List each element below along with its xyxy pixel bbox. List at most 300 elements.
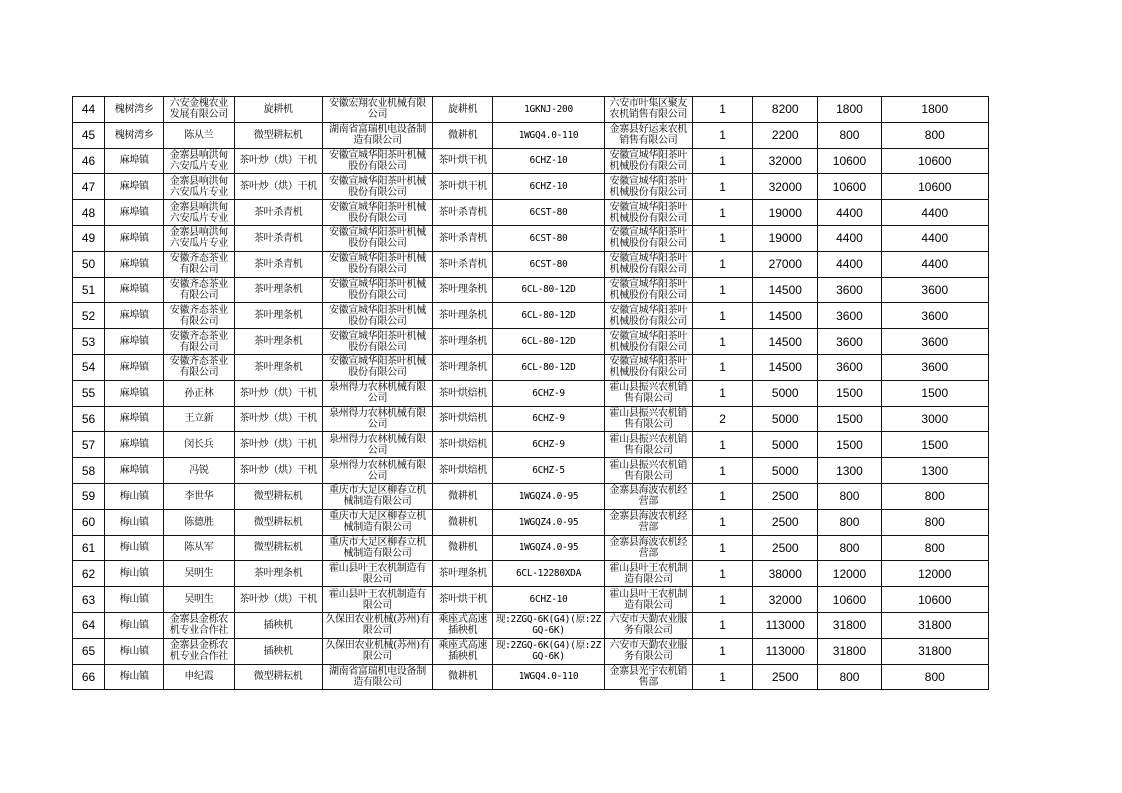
cell-qty: 1 (692, 200, 752, 226)
cell-product: 乘座式高速插秧机 (433, 612, 493, 638)
cell-buyer: 安徽齐态茶业有限公司 (164, 251, 234, 277)
cell-subsidy: 3600 (818, 277, 881, 303)
cell-total: 800 (881, 664, 988, 690)
cell-model: 1WGQZ4.0-95 (493, 509, 604, 535)
table-row (73, 535, 989, 561)
cell-item: 茶叶炒（烘）干机 (234, 432, 322, 458)
cell-dealer: 金寨县海波农机经营部 (604, 535, 692, 561)
cell-maker: 久保田农业机械(苏州)有限公司 (322, 638, 432, 664)
cell-price: 32000 (753, 587, 818, 613)
cell-total: 800 (881, 535, 988, 561)
cell-subsidy: 10600 (818, 174, 881, 200)
cell-no: 51 (73, 277, 105, 303)
cell-price: 113000 (753, 612, 818, 638)
cell-total: 10600 (881, 174, 988, 200)
cell-qty: 1 (692, 251, 752, 277)
cell-total: 10600 (881, 587, 988, 613)
cell-item: 茶叶炒（烘）干机 (234, 174, 322, 200)
cell-model: 6CHZ-10 (493, 587, 604, 613)
cell-qty: 1 (692, 483, 752, 509)
cell-dealer: 金寨县海波农机经营部 (604, 483, 692, 509)
cell-price: 32000 (753, 148, 818, 174)
cell-model: 6CL-80-12D (493, 277, 604, 303)
cell-model: 1WGQZ4.0-95 (493, 535, 604, 561)
cell-buyer: 安徽齐态茶业有限公司 (164, 329, 234, 355)
cell-item: 茶叶理条机 (234, 277, 322, 303)
cell-town: 麻埠镇 (105, 406, 164, 432)
cell-product: 微耕机 (433, 509, 493, 535)
cell-no: 55 (73, 380, 105, 406)
cell-model: 6CL-12280XDA (493, 561, 604, 587)
cell-town: 槐树湾乡 (105, 122, 164, 148)
cell-buyer: 孙正林 (164, 380, 234, 406)
cell-dealer: 安徽宣城华阳茶叶机械股份有限公司 (604, 200, 692, 226)
cell-subsidy: 800 (818, 509, 881, 535)
cell-dealer: 安徽宣城华阳茶叶机械股份有限公司 (604, 354, 692, 380)
cell-dealer: 六安市天勤农业服务有限公司 (604, 638, 692, 664)
cell-total: 800 (881, 122, 988, 148)
cell-model: 6CST-80 (493, 225, 604, 251)
cell-total: 31800 (881, 612, 988, 638)
cell-qty: 1 (692, 148, 752, 174)
cell-qty: 1 (692, 329, 752, 355)
cell-model: 1WGQZ4.0-95 (493, 483, 604, 509)
cell-item: 微型耕耘机 (234, 122, 322, 148)
table-row (73, 380, 989, 406)
cell-maker: 泉州得力农林机械有限公司 (322, 406, 432, 432)
cell-total: 1500 (881, 380, 988, 406)
cell-subsidy: 12000 (818, 561, 881, 587)
cell-subsidy: 800 (818, 535, 881, 561)
cell-total: 31800 (881, 638, 988, 664)
cell-buyer: 安徽齐态茶业有限公司 (164, 303, 234, 329)
cell-dealer: 金寨县光宇农机销售部 (604, 664, 692, 690)
cell-product: 茶叶杀青机 (433, 200, 493, 226)
cell-dealer: 六安市叶集区聚友农机销售有限公司 (604, 97, 692, 123)
cell-item: 茶叶理条机 (234, 561, 322, 587)
cell-item: 茶叶理条机 (234, 354, 322, 380)
cell-town: 麻埠镇 (105, 148, 164, 174)
cell-dealer: 霍山县振兴农机销售有限公司 (604, 406, 692, 432)
cell-maker: 安徽宣城华阳茶叶机械股份有限公司 (322, 148, 432, 174)
cell-buyer: 陈德胜 (164, 509, 234, 535)
cell-subsidy: 1500 (818, 380, 881, 406)
cell-subsidy: 31800 (818, 612, 881, 638)
table-row (73, 509, 989, 535)
table-row (73, 148, 989, 174)
cell-total: 1500 (881, 432, 988, 458)
table-row (73, 587, 989, 613)
cell-dealer: 安徽宣城华阳茶叶机械股份有限公司 (604, 174, 692, 200)
cell-town: 梅山镇 (105, 612, 164, 638)
cell-maker: 安徽宣城华阳茶叶机械股份有限公司 (322, 174, 432, 200)
cell-no: 66 (73, 664, 105, 690)
cell-subsidy: 1500 (818, 432, 881, 458)
cell-maker: 安徽宣城华阳茶叶机械股份有限公司 (322, 200, 432, 226)
cell-subsidy: 3600 (818, 354, 881, 380)
cell-dealer: 金寨县海波农机经营部 (604, 509, 692, 535)
cell-subsidy: 800 (818, 122, 881, 148)
cell-qty: 1 (692, 97, 752, 123)
cell-no: 54 (73, 354, 105, 380)
cell-item: 茶叶理条机 (234, 329, 322, 355)
cell-dealer: 安徽宣城华阳茶叶机械股份有限公司 (604, 251, 692, 277)
cell-model: 6CHZ-10 (493, 148, 604, 174)
cell-product: 茶叶烘干机 (433, 174, 493, 200)
cell-total: 3000 (881, 406, 988, 432)
cell-qty: 1 (692, 354, 752, 380)
table-row (73, 251, 989, 277)
cell-product: 茶叶烘焙机 (433, 380, 493, 406)
cell-town: 梅山镇 (105, 509, 164, 535)
cell-no: 58 (73, 458, 105, 484)
table-row (73, 483, 989, 509)
table-row (73, 458, 989, 484)
cell-buyer: 吴明生 (164, 561, 234, 587)
cell-qty: 1 (692, 432, 752, 458)
table-row (73, 97, 989, 123)
cell-maker: 安徽宣城华阳茶叶机械股份有限公司 (322, 251, 432, 277)
cell-dealer: 霍山县叶王农机制造有限公司 (604, 587, 692, 613)
cell-subsidy: 4400 (818, 200, 881, 226)
cell-price: 2200 (753, 122, 818, 148)
cell-product: 旋耕机 (433, 97, 493, 123)
table-row (73, 432, 989, 458)
cell-no: 63 (73, 587, 105, 613)
cell-dealer: 六安市天勤农业服务有限公司 (604, 612, 692, 638)
cell-item: 茶叶炒（烘）干机 (234, 458, 322, 484)
cell-price: 38000 (753, 561, 818, 587)
cell-dealer: 安徽宣城华阳茶叶机械股份有限公司 (604, 329, 692, 355)
cell-maker: 重庆市大足区柳春立机械制造有限公司 (322, 509, 432, 535)
cell-product: 微耕机 (433, 483, 493, 509)
cell-qty: 1 (692, 174, 752, 200)
cell-town: 梅山镇 (105, 535, 164, 561)
cell-price: 14500 (753, 303, 818, 329)
table-row (73, 406, 989, 432)
cell-maker: 霍山县叶王农机制造有限公司 (322, 561, 432, 587)
cell-model: 6CHZ-9 (493, 406, 604, 432)
cell-qty: 1 (692, 509, 752, 535)
cell-town: 麻埠镇 (105, 329, 164, 355)
table-row (73, 561, 989, 587)
cell-total: 1300 (881, 458, 988, 484)
cell-model: 6CL-80-12D (493, 329, 604, 355)
cell-total: 4400 (881, 200, 988, 226)
cell-no: 62 (73, 561, 105, 587)
cell-item: 微型耕耘机 (234, 483, 322, 509)
cell-product: 茶叶杀青机 (433, 225, 493, 251)
cell-maker: 湖南省富瑞机电设备制造有限公司 (322, 664, 432, 690)
cell-dealer: 安徽宣城华阳茶叶机械股份有限公司 (604, 225, 692, 251)
cell-qty: 1 (692, 612, 752, 638)
cell-buyer: 安徽齐态茶业有限公司 (164, 277, 234, 303)
cell-buyer: 陈从军 (164, 535, 234, 561)
cell-no: 53 (73, 329, 105, 355)
cell-qty: 1 (692, 561, 752, 587)
table-row (73, 200, 989, 226)
cell-model: 6CHZ-9 (493, 380, 604, 406)
cell-subsidy: 10600 (818, 587, 881, 613)
cell-subsidy: 10600 (818, 148, 881, 174)
cell-total: 3600 (881, 354, 988, 380)
cell-maker: 重庆市大足区柳春立机械制造有限公司 (322, 483, 432, 509)
table-row (73, 664, 989, 690)
table-body (73, 97, 989, 690)
cell-item: 微型耕耘机 (234, 535, 322, 561)
cell-price: 14500 (753, 277, 818, 303)
cell-maker: 霍山县叶王农机制造有限公司 (322, 587, 432, 613)
cell-no: 49 (73, 225, 105, 251)
cell-price: 8200 (753, 97, 818, 123)
cell-price: 5000 (753, 458, 818, 484)
cell-price: 2500 (753, 535, 818, 561)
cell-dealer: 安徽宣城华阳茶叶机械股份有限公司 (604, 277, 692, 303)
cell-total: 3600 (881, 303, 988, 329)
cell-product: 茶叶理条机 (433, 561, 493, 587)
cell-subsidy: 800 (818, 483, 881, 509)
cell-model: 1WGQ4.0-110 (493, 122, 604, 148)
cell-subsidy: 4400 (818, 225, 881, 251)
cell-item: 茶叶炒（烘）干机 (234, 380, 322, 406)
table-row (73, 225, 989, 251)
cell-buyer: 陈从兰 (164, 122, 234, 148)
cell-dealer: 霍山县振兴农机销售有限公司 (604, 458, 692, 484)
cell-subsidy: 800 (818, 664, 881, 690)
cell-buyer: 李世华 (164, 483, 234, 509)
cell-maker: 安徽宣城华阳茶叶机械股份有限公司 (322, 225, 432, 251)
cell-dealer: 霍山县叶王农机制造有限公司 (604, 561, 692, 587)
cell-item: 茶叶理条机 (234, 303, 322, 329)
cell-town: 麻埠镇 (105, 380, 164, 406)
cell-price: 5000 (753, 406, 818, 432)
cell-maker: 湖南省富瑞机电设备制造有限公司 (322, 122, 432, 148)
cell-item: 茶叶炒（烘）干机 (234, 148, 322, 174)
cell-qty: 1 (692, 638, 752, 664)
cell-qty: 1 (692, 535, 752, 561)
cell-buyer: 吴明生 (164, 587, 234, 613)
cell-no: 48 (73, 200, 105, 226)
cell-qty: 1 (692, 277, 752, 303)
cell-subsidy: 1300 (818, 458, 881, 484)
cell-buyer: 闵长兵 (164, 432, 234, 458)
cell-model: 1WGQ4.0-110 (493, 664, 604, 690)
table-row (73, 277, 989, 303)
cell-price: 14500 (753, 354, 818, 380)
cell-price: 32000 (753, 174, 818, 200)
cell-total: 1800 (881, 97, 988, 123)
cell-town: 麻埠镇 (105, 174, 164, 200)
cell-maker: 重庆市大足区柳春立机械制造有限公司 (322, 535, 432, 561)
cell-subsidy: 3600 (818, 303, 881, 329)
cell-product: 乘座式高速插秧机 (433, 638, 493, 664)
cell-dealer: 霍山县振兴农机销售有限公司 (604, 432, 692, 458)
cell-subsidy: 1800 (818, 97, 881, 123)
cell-town: 梅山镇 (105, 483, 164, 509)
cell-model: 6CL-80-12D (493, 303, 604, 329)
cell-qty: 2 (692, 406, 752, 432)
cell-price: 14500 (753, 329, 818, 355)
cell-buyer: 六安金槐农业发展有限公司 (164, 97, 234, 123)
cell-model: 现:2ZGQ-6K(G4)(原:2ZGQ-6K) (493, 612, 604, 638)
cell-subsidy: 31800 (818, 638, 881, 664)
cell-dealer: 金寨县好运来农机销售有限公司 (604, 122, 692, 148)
cell-buyer: 冯锐 (164, 458, 234, 484)
cell-dealer: 安徽宣城华阳茶叶机械股份有限公司 (604, 148, 692, 174)
cell-buyer: 申纪霞 (164, 664, 234, 690)
table-row (73, 612, 989, 638)
cell-item: 微型耕耘机 (234, 509, 322, 535)
table-row (73, 303, 989, 329)
table-row (73, 638, 989, 664)
cell-buyer: 金寨县响洪甸六安瓜片专业 (164, 200, 234, 226)
cell-price: 113000 (753, 638, 818, 664)
table-row (73, 122, 989, 148)
cell-total: 4400 (881, 251, 988, 277)
cell-buyer: 金寨县响洪甸六安瓜片专业 (164, 174, 234, 200)
cell-total: 4400 (881, 225, 988, 251)
cell-total: 3600 (881, 329, 988, 355)
cell-item: 微型耕耘机 (234, 664, 322, 690)
cell-no: 56 (73, 406, 105, 432)
cell-town: 梅山镇 (105, 664, 164, 690)
cell-town: 麻埠镇 (105, 200, 164, 226)
cell-town: 槐树湾乡 (105, 97, 164, 123)
cell-no: 45 (73, 122, 105, 148)
cell-model: 6CST-80 (493, 200, 604, 226)
table-row (73, 329, 989, 355)
cell-maker: 久保田农业机械(苏州)有限公司 (322, 612, 432, 638)
cell-maker: 安徽宣城华阳茶叶机械股份有限公司 (322, 277, 432, 303)
cell-qty: 1 (692, 303, 752, 329)
cell-dealer: 安徽宣城华阳茶叶机械股份有限公司 (604, 303, 692, 329)
cell-town: 麻埠镇 (105, 354, 164, 380)
cell-price: 19000 (753, 200, 818, 226)
cell-town: 麻埠镇 (105, 277, 164, 303)
cell-total: 3600 (881, 277, 988, 303)
cell-price: 2500 (753, 509, 818, 535)
cell-no: 61 (73, 535, 105, 561)
cell-qty: 1 (692, 664, 752, 690)
cell-subsidy: 3600 (818, 329, 881, 355)
cell-price: 27000 (753, 251, 818, 277)
cell-maker: 泉州得力农林机械有限公司 (322, 380, 432, 406)
cell-no: 65 (73, 638, 105, 664)
cell-town: 麻埠镇 (105, 225, 164, 251)
cell-product: 茶叶烘焙机 (433, 458, 493, 484)
cell-product: 茶叶理条机 (433, 277, 493, 303)
cell-product: 茶叶理条机 (433, 303, 493, 329)
cell-no: 52 (73, 303, 105, 329)
cell-no: 47 (73, 174, 105, 200)
cell-subsidy: 1500 (818, 406, 881, 432)
cell-price: 5000 (753, 432, 818, 458)
cell-product: 茶叶理条机 (433, 354, 493, 380)
subsidy-table (72, 96, 989, 690)
cell-no: 64 (73, 612, 105, 638)
cell-item: 茶叶炒（烘）干机 (234, 406, 322, 432)
cell-product: 微耕机 (433, 122, 493, 148)
cell-total: 800 (881, 509, 988, 535)
cell-total: 10600 (881, 148, 988, 174)
cell-qty: 1 (692, 587, 752, 613)
cell-product: 茶叶杀青机 (433, 251, 493, 277)
cell-item: 插秧机 (234, 612, 322, 638)
cell-model: 1GKNJ-200 (493, 97, 604, 123)
cell-model: 6CST-80 (493, 251, 604, 277)
cell-product: 茶叶烘干机 (433, 587, 493, 613)
cell-model: 6CHZ-10 (493, 174, 604, 200)
cell-price: 19000 (753, 225, 818, 251)
cell-product: 茶叶烘焙机 (433, 432, 493, 458)
cell-maker: 泉州得力农林机械有限公司 (322, 432, 432, 458)
cell-maker: 安徽宏翔农业机械有限公司 (322, 97, 432, 123)
cell-maker: 安徽宣城华阳茶叶机械股份有限公司 (322, 303, 432, 329)
cell-buyer: 金寨县响洪甸六安瓜片专业 (164, 148, 234, 174)
cell-item: 茶叶杀青机 (234, 200, 322, 226)
cell-maker: 安徽宣城华阳茶叶机械股份有限公司 (322, 354, 432, 380)
cell-model: 6CHZ-9 (493, 432, 604, 458)
cell-no: 60 (73, 509, 105, 535)
cell-total: 800 (881, 483, 988, 509)
cell-product: 微耕机 (433, 535, 493, 561)
cell-product: 微耕机 (433, 664, 493, 690)
cell-no: 50 (73, 251, 105, 277)
cell-maker: 泉州得力农林机械有限公司 (322, 458, 432, 484)
cell-town: 麻埠镇 (105, 432, 164, 458)
cell-qty: 1 (692, 122, 752, 148)
cell-model: 6CHZ-5 (493, 458, 604, 484)
cell-item: 插秧机 (234, 638, 322, 664)
cell-buyer: 金寨县响洪甸六安瓜片专业 (164, 225, 234, 251)
cell-qty: 1 (692, 225, 752, 251)
cell-buyer: 安徽齐态茶业有限公司 (164, 354, 234, 380)
table-row (73, 174, 989, 200)
cell-town: 梅山镇 (105, 587, 164, 613)
cell-town: 麻埠镇 (105, 251, 164, 277)
cell-model: 6CL-80-12D (493, 354, 604, 380)
cell-item: 茶叶炒（烘）干机 (234, 587, 322, 613)
cell-town: 梅山镇 (105, 561, 164, 587)
cell-town: 麻埠镇 (105, 458, 164, 484)
cell-item: 茶叶杀青机 (234, 225, 322, 251)
subsidy-table-container (72, 96, 989, 690)
cell-product: 茶叶烘焙机 (433, 406, 493, 432)
cell-item: 旋耕机 (234, 97, 322, 123)
cell-no: 57 (73, 432, 105, 458)
cell-item: 茶叶杀青机 (234, 251, 322, 277)
cell-maker: 安徽宣城华阳茶叶机械股份有限公司 (322, 329, 432, 355)
cell-qty: 1 (692, 458, 752, 484)
cell-no: 59 (73, 483, 105, 509)
cell-price: 2500 (753, 664, 818, 690)
cell-price: 5000 (753, 380, 818, 406)
cell-model: 现:2ZGQ-6K(G4)(原:2ZGQ-6K) (493, 638, 604, 664)
cell-buyer: 金寨县金栎农机专业合作社 (164, 638, 234, 664)
cell-price: 2500 (753, 483, 818, 509)
cell-buyer: 金寨县金栎农机专业合作社 (164, 612, 234, 638)
table-row (73, 354, 989, 380)
cell-buyer: 王立新 (164, 406, 234, 432)
cell-town: 梅山镇 (105, 638, 164, 664)
cell-product: 茶叶烘干机 (433, 148, 493, 174)
cell-no: 46 (73, 148, 105, 174)
cell-town: 麻埠镇 (105, 303, 164, 329)
cell-product: 茶叶理条机 (433, 329, 493, 355)
cell-subsidy: 4400 (818, 251, 881, 277)
cell-qty: 1 (692, 380, 752, 406)
cell-no: 44 (73, 97, 105, 123)
